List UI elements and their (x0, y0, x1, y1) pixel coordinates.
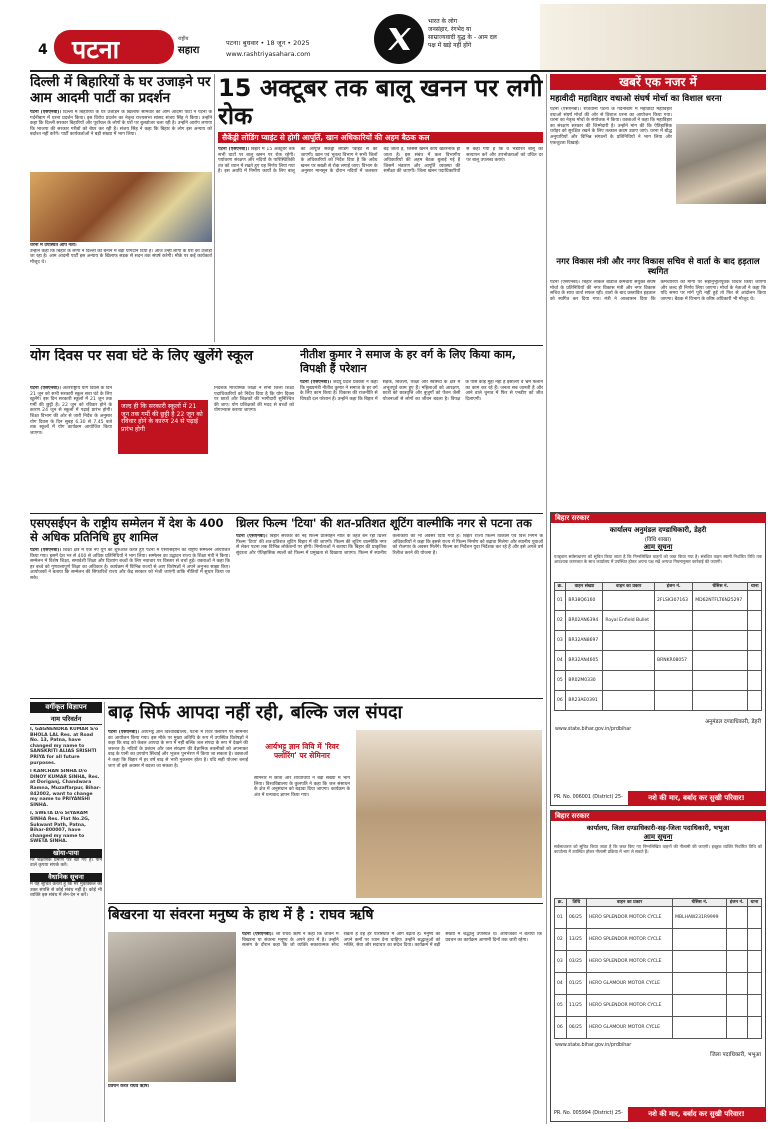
article-body-continued: उन्होंने कहा कि बिहार के लोगों ने दिल्ली को बनाने में बड़ा योगदान दिया है। आज उन्हीं लोगों के घरों को उजाड़ा जा रहा है। आम आदमी पार्टी इस अन्याय के खिलाफ सड़क से सदन तक संघर्ष करेगी। मौके पर कई कार्यकर्ता मौजूद थे। (30, 248, 212, 265)
dateline: पटना (एसएनबी)। (300, 380, 332, 385)
article-body (300, 380, 543, 500)
table-cell (655, 631, 693, 651)
pr-number: PR. No. 006001 (District) 25- (551, 791, 628, 805)
dateline: पटना (एसएनबी)। (236, 534, 268, 539)
raghav-photo (108, 932, 236, 1082)
pr-number: PR. No. 005994 (District) 25- (551, 1107, 628, 1121)
table-cell: 03/25 (566, 951, 586, 973)
column-header: चेसिस नं. (693, 583, 748, 591)
sahara-label: सहारा (178, 45, 200, 56)
article-body (30, 386, 112, 506)
article-body-continued: सेमिनार में छात्रों और शोधार्थियों ने बड़ी संख्या में भाग लिया। विश्वविद्यालय के कुलपति ने कहा कि जल संसाधन के क्षेत्र में अनुसंधान को बढ़ावा दिया जाएगा। कार्यक्रम के अंत में धन्यवाद ज्ञापन किया गया। (254, 776, 350, 798)
table-cell: 06 (555, 691, 566, 711)
notice-footer-bar (551, 1107, 765, 1121)
table-cell (747, 951, 761, 973)
table-cell (726, 907, 747, 929)
table-cell: BR32AN8697 (566, 631, 603, 651)
table-cell: 03 (555, 631, 566, 651)
notice-signatory: अनुमंडल दण्डाधिकारी, डेहरी (704, 719, 761, 725)
body-text: बिहार में 15 अक्टूबर तक सभी घाटों पर बालू खनन पर रोक रहेगी। पर्यावरण संरक्षण और नदियों के पारिस्थितिकी तंत्र को ध्यान में रखते हुए यह निर्णय लिया गया है। इस अवधि में निर्माण कार्यों के लिए बालू की आपूर्ति सेकेंड्री लोडिंग प्वाइंट से की जाएगी। खान एवं भूतत्व विभाग ने सभी जिलों के अधिकारियों को निर्देश दिया है कि अवैध खनन पर सख्ती से रोक लगाई जाए। विभाग के अनुसार मानसून के दौरान नदियों में जलस्तर बढ़ जाता है, जिससे खनन कार्य खतरनाक हो जाता है। इस संबंध में कल विभागीय अधिकारियों की अहम बैठक बुलाई गई है जिसमें भंडारण और आपूर्ति व्यवस्था की समीक्षा की जाएगी। जिला खनन पदाधिकारियों से कहा गया है कि वे भंडारित बालू का सत्यापन करें और उपभोक्ताओं को उचित दर पर बालू उपलब्ध कराएं। (218, 147, 543, 175)
table-cell: BR02AN6394 (566, 611, 603, 631)
table-row (555, 611, 762, 631)
callout-box (118, 400, 208, 454)
dateline: पटना (एसएनबी)। (242, 932, 274, 937)
notice-office: कार्यालय अनुमंडल दण्डाधिकारी, डेहरी (609, 526, 707, 534)
table-cell: 04 (555, 651, 566, 671)
table-row (555, 651, 762, 671)
column-header: क्र. (555, 899, 567, 907)
table-cell: BR02M0330 (566, 671, 603, 691)
website: www.rashtriyasahara.com (226, 50, 311, 58)
body-text: श्री राघव ऋषि ने कहा कि जीवन में बिखरना या संवरना मनुष्य के अपने हाथ में है। उन्होंने सत्संग के दौरान कहा कि जो व्यक्ति सकारात्मक सोच रखता है वह हर परिस्थिति में आगे बढ़ता है। मनुष्य को अपने कर्मों पर ध्यान देना चाहिए। उन्होंने श्रद्धालुओं को भक्ति, सेवा और सदाचार का संदेश दिया। कार्यक्रम में बड़ी संख्या में श्रद्धालु उपस्थित थे। आयोजकों ने बताया कि प्रवचन का कार्यक्रम आगामी दिनों तक जारी रहेगा। (242, 932, 542, 949)
ad-text (428, 18, 538, 50)
column-divider (104, 702, 105, 1122)
subheadline: सैकेंड्री लोडिंग प्वाइंट से होगी आपूर्ति, खान अधिकारियों की अहम बैठक कल (218, 132, 543, 143)
section-rule (108, 903, 543, 904)
table-row (555, 1017, 762, 1039)
table-cell: HERO SPLENDOR MOTOR CYCLE (586, 929, 672, 951)
brief-headline: नगर विकास मंत्री और नगर विकास सचिव से वार्ता के बाद हड़ताल स्थगित (556, 257, 760, 277)
table-cell (673, 1017, 727, 1039)
headline: 15 अक्टूबर तक बालू खनन पर लगी रोक (218, 74, 543, 130)
table-cell (748, 631, 762, 651)
table-cell (748, 591, 762, 611)
table-cell (726, 973, 747, 995)
table-cell (673, 929, 727, 951)
table-cell (603, 631, 655, 651)
table-cell: 13/25 (566, 929, 586, 951)
seminar-inset (254, 742, 350, 772)
classified-item: I, SWETA D/o SIYARAM SINHA Res. Flat No.2G, Sukwant Path, Patna, Bihar-800007, have changed my name to SWETA SINHA. (30, 811, 90, 845)
table-row (555, 951, 762, 973)
table-cell (693, 671, 748, 691)
headline: योग दिवस पर सवा घंटे के लिए खुलेंगे स्कूल (30, 348, 253, 364)
table-row (555, 631, 762, 651)
table-cell: 2FLSK307163 (655, 591, 693, 611)
callout-text: जल्द ही कि सरकारी स्कूलों में 21 जून तक गर्मी की छुट्टी है 22 जून को रविवार होने के कारण 24 से पढ़ाई प्रारंभ होगी (121, 403, 203, 433)
table-cell (747, 995, 761, 1017)
ad-line: जनसंहार, रंगभेद या (428, 26, 472, 33)
table-cell (693, 611, 748, 631)
dateline: पटना (एसएनबी)। (30, 110, 62, 115)
table-cell (655, 611, 693, 631)
inset-title: आर्यभट्ट ज्ञान विवि में 'रिवर फ्लोरिंग' पर सेमिनार (265, 742, 339, 760)
notice-intro: एतद्द्वारा सर्वसाधारण को सूचित किया जाता है कि निम्नलिखित वाहनों को जब्त किया गया है। संबंधित वाहन स्वामी निर्धारित तिथि तक आवश्यक कागजात के साथ कार्यालय में उपस्थित होकर अपना पक्ष रखें अन्यथा नियमानुसार कार्रवाई की जाएगी। (554, 554, 762, 564)
table-cell (747, 973, 761, 995)
table-cell (693, 691, 748, 711)
table-cell (603, 651, 655, 671)
section-logo (54, 30, 174, 64)
table-cell (726, 951, 747, 973)
column-header: वाहन का प्रकार (586, 899, 672, 907)
name-change-header: नाम परिवर्तन (30, 715, 102, 725)
headline: दिल्ली में बिहारियों के घर उजाड़ने पर आम आदमी पार्टी का प्रदर्शन (30, 74, 211, 106)
table-cell (726, 929, 747, 951)
table-cell (673, 951, 727, 973)
table-cell: HERO SPLENDOR MOTOR CYCLE (586, 907, 672, 929)
x-logo-icon (374, 14, 424, 64)
table-cell: BRNKR08057 (655, 651, 693, 671)
table-cell (673, 973, 727, 995)
column-divider (546, 74, 547, 1124)
table-cell (693, 631, 748, 651)
article-bihari (30, 74, 212, 344)
dateline: पटना (एसएनबी)। (30, 386, 61, 391)
table-cell: MD62NTFLT6N25297 (693, 591, 748, 611)
table-cell (747, 1017, 761, 1039)
table-cell: 01 (555, 907, 567, 929)
table-cell (748, 611, 762, 631)
article-nitish (300, 348, 543, 508)
photo-caption: प्रवचन करते राघव ऋषि। (108, 1084, 150, 1089)
notice-signatory: जिला पदाधिकारी, भभुआ (710, 1052, 761, 1058)
article-body (218, 147, 543, 337)
dateline: पटना (एसएनबी)। (108, 730, 140, 735)
anti-drug-banner: नशे की मार, बर्बाद कर सुखी परिवार! (628, 1107, 765, 1121)
column-header: तिथि (566, 899, 586, 907)
seminar-photo (356, 730, 542, 898)
table-cell: HERO GLAMOUR MOTOR CYCLE (586, 973, 672, 995)
table-cell: 03 (555, 951, 567, 973)
table-cell (726, 1017, 747, 1039)
government-notice-2 (550, 810, 766, 1122)
column-header: वाहन का प्रकार (603, 583, 655, 591)
article-body (108, 730, 248, 898)
lost-found-text: मेरे शैक्षणिक प्रमाण पत्र खो गए हैं। पाने वाले कृपया संपर्क करें। (30, 857, 102, 869)
brief-body: पटना (एसएनबी)। बिहार लोकल बॉडीज कर्मचारी संयुक्त संघर्ष मोर्चा के प्रतिनिधियों की नगर विकास मंत्री और नगर विकास सचिव के साथ वार्ता सफल रही। वार्ता के बाद प्रस्तावित हड़ताल को स्थगित कर दिया गया। मंत्री ने आश्वासन दिया कि कर्मचारियों की मांगों पर सहानुभूतिपूर्वक विचार किया जाएगा और जल्द ही निर्णय लिया जाएगा। मोर्चा के नेताओं ने कहा कि यदि समय पर मांगें पूरी नहीं हुईं तो फिर से आंदोलन किया जाएगा। बैठक में विभाग के वरिष्ठ अधिकारी भी मौजूद थे। (550, 280, 766, 302)
vehicle-table (554, 582, 762, 711)
table-header-row (555, 899, 762, 907)
anti-drug-banner: नशे की मार, बर्बाद कर सुखी परिवार! (628, 791, 765, 805)
column-divider (214, 74, 215, 342)
section-rule (30, 698, 543, 699)
classifieds-header: वर्गीकृत विज्ञापन (30, 702, 102, 713)
notice-footer-bar (551, 791, 765, 805)
table-cell: HERO GLAMOUR MOTOR CYCLE (586, 1017, 672, 1039)
headline: थ्रिलर फिल्म 'टिया' की शत-प्रतिशत शूटिंग वाल्मीकि नगर से पटना तक (236, 516, 532, 530)
table-row (555, 929, 762, 951)
table-row (555, 671, 762, 691)
lost-found-header: खोया-पाया (30, 849, 102, 858)
notice-website[interactable]: www.state.bihar.gov.in/prdbihar (555, 1043, 632, 1048)
table-cell: 05 (555, 671, 566, 691)
table-cell (726, 995, 747, 1017)
photo-caption: धरना में उपस्थित आप नेता। (30, 243, 77, 248)
table-cell (747, 907, 761, 929)
protest-photo (30, 172, 212, 242)
column-header: इंजन नं. (726, 899, 747, 907)
sahara-brand (178, 36, 220, 58)
table-cell: 06/25 (566, 1017, 586, 1039)
table-cell: BR38Q6160 (566, 591, 603, 611)
table-cell: MBLHAW231R9999 (673, 907, 727, 929)
body-text: जदयू प्रदेश प्रवक्ता ने कहा कि मुख्यमंत्री नीतीश कुमार ने समाज के हर वर्ग के लिए काम किया है। विकास की राजनीति से विपक्षी दल परेशान हैं। उन्होंने कहा कि बिहार में सड़क, बिजली, शिक्षा और स्वास्थ्य के क्षेत्र में अभूतपूर्व काम हुए हैं। महिलाओं को आरक्षण, छात्रों को छात्रवृत्ति और बुजुर्गों को पेंशन जैसी योजनाओं से लोगों का जीवन बदला है। विपक्ष के पास कोई मुद्दा नहीं है इसलिए वे भ्रम फैलाने का काम कर रहे हैं। जनता सब जानती है और आने वाले चुनाव में फिर से एनडीए को जीत दिलाएगी। (300, 380, 543, 402)
table-cell: 05 (555, 995, 567, 1017)
headline: नीतीश कुमार ने समाज के हर वर्ग के लिए किया काम, विपक्षी हैं परेशान (300, 348, 516, 375)
ad-line: भारत के लोग (428, 18, 458, 25)
article-ssen (30, 516, 230, 694)
article-yoga (30, 348, 295, 508)
notice-office: कार्यालय, जिला दण्डाधिकारी-सह-जिला पदाधिकारी, भभुआ (586, 824, 730, 832)
article-body (30, 548, 230, 688)
table-row (555, 591, 762, 611)
column-header: इंजन नं. (655, 583, 693, 591)
notice-title: आम सूचना (643, 833, 673, 841)
table-cell: 06/25 (566, 907, 586, 929)
table-row (555, 973, 762, 995)
classified-item: I KANCHAN SINHA D/o DINOY KUMAR SINHA, Res. at Doriganj, Chandwara Ramna, Muzaffarpur, Bihar-842002, want to change my name to PRIYANSHI SINHA. (30, 769, 101, 808)
table-cell: 02 (555, 929, 567, 951)
table-cell: 01 (555, 591, 566, 611)
ad-line: साम्राज्यवादी युद्ध के - आम दल (428, 34, 497, 41)
table-row (555, 995, 762, 1017)
article-body-continued: निदेशक माध्यमिक शिक्षा ने सभी जिला शिक्षा पदाधिकारियों को निर्देश दिया है कि योग दिवस पर छात्रों और शिक्षकों की भागीदारी सुनिश्चित की जाए। योग प्रशिक्षकों की मदद से बच्चों को योगाभ्यास कराया जाएगा। (214, 386, 294, 414)
body-text: शिक्षा क्षेत्र में एक नए युग की शुरुआत करते हुए पटना में एसएसईएन का राष्ट्रीय सम्मेलन आयोजित किया गया। इसमें देश भर से 400 से अधिक प्रतिनिधियों ने भाग लिया। सम्मेलन का उद्घाटन राज्य के शिक्षा मंत्री ने किया। सम्मेलन में विशेष शिक्षा, समावेशी शिक्षा और दिव्यांग बच्चों के लिए नवाचार पर विस्तार से चर्चा हुई। वक्ताओं ने कहा कि हर बच्चे को गुणवत्तापूर्ण शिक्षा का अधिकार है। कार्यक्रम में विभिन्न राज्यों से आए विशेषज्ञों ने अपने अनुभव साझा किए। आयोजकों ने बताया कि सम्मेलन की सिफारिशें राज्य और केंद्र सरकार को भेजी जाएंगी ताकि नीतियों में सुधार किया जा सके। (30, 548, 230, 581)
table-cell (655, 691, 693, 711)
table-header-row (555, 583, 762, 591)
news-briefs (550, 74, 766, 494)
table-cell: 01/25 (566, 973, 586, 995)
table-cell: 06 (555, 1017, 567, 1039)
article-flood (108, 702, 543, 900)
table-cell: 04 (555, 973, 567, 995)
section-rule (30, 345, 543, 346)
notice-subtitle: (विधि शाखा) (644, 537, 672, 543)
brief-photo (676, 124, 766, 204)
article-raghav (108, 906, 543, 1122)
table-cell: HERO SPLENDOR MOTOR CYCLE (586, 995, 672, 1017)
classifieds (30, 702, 102, 1122)
table-cell (603, 671, 655, 691)
legal-notice-header: वैधानिक सूचना (30, 873, 102, 882)
headline: एसएसईएन के राष्ट्रीय सम्मेलन में देश के 400 से अधिक प्रतिनिधि हुए शामिल (30, 516, 224, 544)
column-header: थाना (747, 899, 761, 907)
government-notice-1 (550, 512, 766, 806)
page-number: 4 (38, 42, 48, 58)
table-cell: BR32AN4605 (566, 651, 603, 671)
article-body (236, 534, 543, 674)
table-cell (748, 671, 762, 691)
vehicle-table (554, 898, 762, 1039)
table-cell (673, 995, 727, 1017)
dateline: पटना (एसएनबी)। (218, 147, 250, 152)
table-cell (693, 651, 748, 671)
body-text: आर्यभट्ट ज्ञान विश्वविद्यालय, पटना में रिवर फ्लोरिंग पर सेमिनार का आयोजन किया गया। इस मौके पर मुख्य अतिथि के रूप में उपस्थित विशेषज्ञों ने कहा कि बाढ़ को केवल आपदा के रूप में नहीं बल्कि जल संपदा के रूप में देखने की जरूरत है। नदियों के प्रबंधन और जल संरक्षण की वैज्ञानिक तकनीकों को अपनाकर बाढ़ के पानी का उपयोग सिंचाई और भूजल पुनर्भरण में किया जा सकता है। वक्ताओं ने कहा कि बिहार में हर वर्ष बाढ़ से भारी नुकसान होता है। यदि सही योजना बनाई जाए तो इसे अवसर में बदला जा सकता है। (108, 730, 248, 769)
table-cell (748, 651, 762, 671)
table-cell (603, 591, 655, 611)
table-row (555, 691, 762, 711)
table-cell (603, 691, 655, 711)
briefs-header: खबरें एक नजर में (550, 74, 766, 90)
column-header: क्र. (555, 583, 566, 591)
table-cell (747, 929, 761, 951)
column-header: चेसिस नं. (673, 899, 727, 907)
headline: बाढ़ सिर्फ आपदा नहीं रही, बल्कि जल संपदा (108, 702, 403, 723)
body-text: दिल्ली में बिहारियों के घर उजाड़ने के खिलाफ सोमवार को आम आदमी पार्टी ने पटना के गर्दनीबाग में धरना प्रदर्शन किया। इस विरोध प्रदर्शन का नेतृत्व राज्यसभा सांसद संजय सिंह ने किया। उन्होंने कहा कि दिल्ली सरकार बिहारियों और पूर्वांचल के लोगों के घरों पर बुलडोजर चला रही है। उन्होंने आरोप लगाया कि भाजपा की सरकार गरीबों को बेघर कर रही है। संजय सिंह ने कहा कि बिहार के लोग इस अन्याय को बर्दाश्त नहीं करेंगे। पार्टी कार्यकर्ताओं ने बड़ी संख्या में भाग लिया। (30, 110, 212, 138)
table-cell (748, 691, 762, 711)
brief-headline: महावीदी महाविहार वधाओ संघर्ष मोर्चा का विशाल धरना (550, 94, 722, 104)
masthead (0, 0, 768, 72)
masthead-rule (30, 70, 766, 72)
table-cell: BR23AE0391 (566, 691, 603, 711)
dateline: पटना। बुधवार • 18 जून • 2025 (226, 39, 310, 47)
ad-banner-image (540, 4, 766, 70)
body-text: बिहार सरकार की नई फिल्म प्रोत्साहन नीति के तहत बन रही थ्रिलर फिल्म 'टिया' की शत-प्रतिशत शूटिंग बिहार में की जाएगी। फिल्म की शूटिंग वाल्मीकि नगर से लेकर पटना तक विभिन्न लोकेशनों पर होगी। निर्माताओं ने बताया कि बिहार की प्राकृतिक सुंदरता और ऐतिहासिक स्थलों को फिल्म में प्रमुखता से दिखाया जाएगा। फिल्म में स्थानीय कलाकारों को भी अवसर दिया गया है। बिहार राज्य फिल्म विकास एवं वित्त निगम के अधिकारियों ने कहा कि इससे राज्य में फिल्म निर्माण को बढ़ावा मिलेगा और स्थानीय युवाओं को रोजगार के अवसर मिलेंगे। फिल्म का निर्देशन युवा निर्देशक कर रहे हैं और इसे अगले वर्ष रिलीज करने की योजना है। (236, 534, 543, 556)
notice-label: बिहार सरकार (551, 811, 765, 821)
dateline: पटना (एसएनबी)। (30, 548, 62, 553)
table-cell: HERO SPLENDOR MOTOR CYCLE (586, 951, 672, 973)
table-cell: Royal Enfield Bullet (603, 611, 655, 631)
article-body (30, 110, 212, 170)
table-cell: 11/25 (566, 995, 586, 1017)
table-row (555, 907, 762, 929)
notice-title: आम सूचना (643, 543, 673, 551)
notice-intro: सर्वसाधारण को सूचित किया जाता है कि जब्त किए गए निम्नलिखित वाहनों की नीलामी की जाएगी। इच्छुक व्यक्ति निर्धारित तिथि को कार्यालय में उपस्थित होकर नीलामी प्रक्रिया में भाग ले सकते हैं। (554, 844, 762, 854)
body-text: अंतरराष्ट्रीय योग दिवस के दिन 21 जून को सभी सरकारी स्कूल सवा घंटे के लिए खुलेंगे। इस दिन सरकारी स्कूलों में 21 जून तक गर्मी की छुट्टी है। 22 जून को रविवार होने के कारण 24 जून से स्कूलों में पढ़ाई प्रारंभ होगी। शिक्षा विभाग की ओर से जारी निर्देश के अनुसार योग दिवस के दिन सुबह 6.30 से 7.45 बजे तक स्कूलों में योग कार्यक्रम आयोजित किया जाएगा। (30, 386, 112, 436)
article-film (236, 516, 543, 694)
classified-item: I, GAGNENDRA KUMAR S/o BHOLA LAL Res. at Road No. 13, Patna, have changed my name to SANSKRITI ALIAS SRISHTI PRIYA for all future purposes. (30, 727, 99, 766)
notice-label: बिहार सरकार (551, 513, 765, 523)
sahara-small: राष्ट्रीय (178, 36, 189, 42)
ad-line: पक्ष में खड़े नहीं होंगे (428, 42, 472, 49)
brief-body: पटना (एसएनबी)। राजधानी पटना के गर्दनीबाग में महावीदी महाविहार वधाओ संघर्ष मोर्चा की ओर से विशाल धरना का आयोजन किया गया। धरना का नेतृत्व मोर्चा के संयोजक ने किया। वक्ताओं ने कहा कि महाविहार का संरक्षण सरकार की जिम्मेदारी है। उन्होंने मांग की कि ऐतिहासिक धरोहर को सुरक्षित रखने के लिए तत्काल कदम उठाए जाएं। धरना में बौद्ध अनुयायियों और विभिन्न संगठनों के प्रतिनिधियों ने भाग लिया और एकजुटता दिखाई। (550, 107, 672, 146)
section-rule (30, 513, 543, 514)
legal-notice-text: मैं यह सूचित करता हूं कि मेरे मुवक्किल का उक्त संपत्ति से कोई संबंध नहीं है। कोई भी व्यक्ति इस संबंध में लेन-देन न करें। (30, 882, 102, 899)
table-cell (655, 671, 693, 691)
section-logo-text: पटना (72, 35, 120, 64)
notice-website[interactable]: www.state.bihar.gov.in/prdbihar (555, 727, 632, 732)
headline: बिखरना या संवरना मनुष्य के हाथ में है : राघव ऋषि (108, 907, 374, 923)
article-sand-mining (218, 74, 543, 344)
column-header: थाना (748, 583, 762, 591)
article-body (242, 932, 542, 1120)
column-header: वाहन संख्या (566, 583, 603, 591)
table-cell: 02 (555, 611, 566, 631)
